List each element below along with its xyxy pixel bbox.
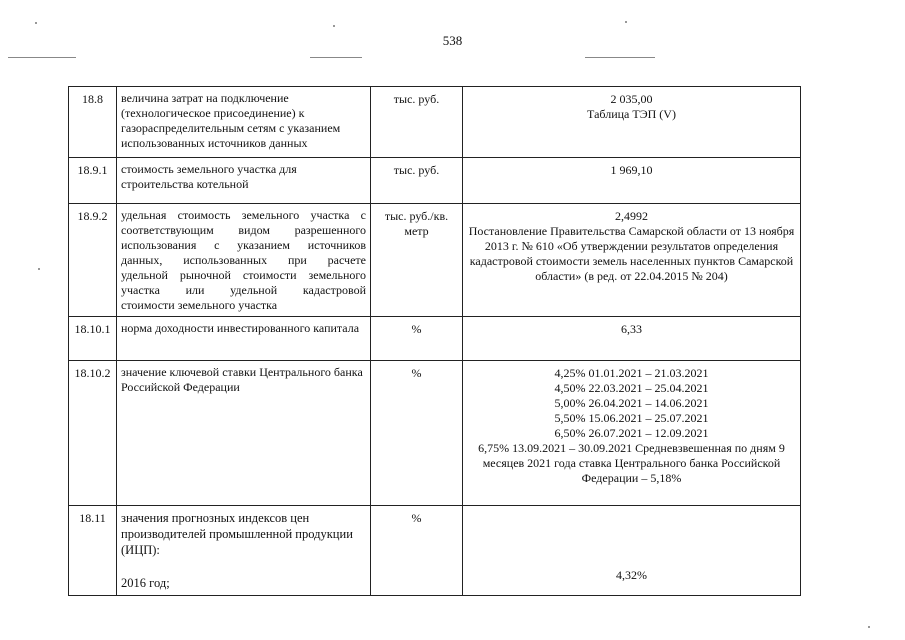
rate-line: 5,00% 26.04.2021 – 14.06.2021 bbox=[554, 396, 709, 410]
data-table bbox=[68, 86, 801, 596]
row-value bbox=[463, 317, 801, 361]
row-value bbox=[463, 506, 801, 596]
row-unit: тыс. руб. bbox=[371, 87, 463, 158]
row-description bbox=[117, 204, 371, 317]
desc-line: удельной рыночной стоимости земельного bbox=[121, 268, 366, 282]
row-value bbox=[463, 87, 801, 158]
scan-speck bbox=[310, 57, 362, 58]
scan-speck bbox=[35, 22, 37, 24]
desc-line: данных, использованных при расчете bbox=[121, 253, 366, 267]
year-value: 4,32% bbox=[616, 568, 647, 582]
desc-line: стоимости земельного участка bbox=[121, 298, 278, 312]
scan-speck bbox=[38, 268, 40, 270]
table-row bbox=[69, 87, 801, 158]
row-description: норма доходности инвестированного капитала bbox=[117, 317, 371, 361]
row-number: 18.9.2 bbox=[69, 204, 117, 317]
value-line: 1 969,10 bbox=[610, 163, 653, 177]
row-description bbox=[117, 506, 371, 596]
desc-line: участка или удельной кадастровой bbox=[121, 283, 366, 297]
row-value bbox=[463, 361, 801, 506]
table-row bbox=[69, 317, 801, 361]
row-number: 18.10.2 bbox=[69, 361, 117, 506]
row-unit: % bbox=[371, 317, 463, 361]
scan-speck bbox=[333, 25, 335, 27]
spacer bbox=[121, 558, 366, 576]
value-line: Постановление Правительства Самарской области от 13 ноября 2013 г. № 610 «Об утверждении результатов определения кадастровой стоимости земель населенных пунктов Самарской области» (в ред. от 22.04.2015 № 204) bbox=[468, 224, 795, 283]
row-unit: % bbox=[371, 361, 463, 506]
desc-line: использования с указанием источников bbox=[121, 238, 366, 252]
row-description: стоимость земельного участка для строительства котельной bbox=[117, 158, 371, 204]
desc-text: значения прогнозных индексов цен производителей промышленной продукции (ИЦП): bbox=[121, 511, 353, 557]
table-row bbox=[69, 158, 801, 204]
value-line: Таблица ТЭП (V) bbox=[587, 107, 676, 121]
row-number: 18.8 bbox=[69, 87, 117, 158]
scan-speck bbox=[868, 626, 870, 628]
table-row bbox=[69, 204, 801, 317]
rate-line: 4,25% 01.01.2021 – 21.03.2021 bbox=[554, 366, 709, 380]
rate-line: 4,50% 22.03.2021 – 25.04.2021 bbox=[554, 381, 709, 395]
row-value bbox=[463, 158, 801, 204]
row-unit: % bbox=[371, 506, 463, 596]
row-unit: тыс. руб./кв. метр bbox=[371, 204, 463, 317]
rate-summary: 6,75% 13.09.2021 – 30.09.2021 Средневзвешенная по дням 9 месяцев 2021 года ставка Центрального банка Российской Федерации – 5,18% bbox=[478, 441, 785, 485]
value-line: 2 035,00 bbox=[610, 92, 653, 106]
row-description: величина затрат на подключение (технологическое присоединение) к газораспределительным сетям с указанием использованных источников данных bbox=[117, 87, 371, 158]
row-number: 18.10.1 bbox=[69, 317, 117, 361]
row-unit: тыс. руб. bbox=[371, 158, 463, 204]
row-number: 18.11 bbox=[69, 506, 117, 596]
value-line: 2,4992 bbox=[615, 209, 648, 223]
desc-line: удельная стоимость земельного участка с bbox=[121, 208, 366, 222]
scan-speck bbox=[585, 57, 655, 58]
scan-speck bbox=[625, 21, 627, 23]
table-row bbox=[69, 506, 801, 596]
page-number: 538 bbox=[442, 33, 463, 48]
table-row bbox=[69, 361, 801, 506]
desc-line: соответствующим видом разрешенного bbox=[121, 223, 366, 237]
row-value bbox=[463, 204, 801, 317]
value-line: 6,33 bbox=[621, 322, 642, 336]
row-number: 18.9.1 bbox=[69, 158, 117, 204]
row-description: значение ключевой ставки Центрального банка Российской Федерации bbox=[117, 361, 371, 506]
rate-line: 5,50% 15.06.2021 – 25.07.2021 bbox=[554, 411, 709, 425]
rate-line: 6,50% 26.07.2021 – 12.09.2021 bbox=[554, 426, 709, 440]
scan-speck bbox=[8, 57, 76, 58]
year-label: 2016 год; bbox=[121, 576, 170, 590]
